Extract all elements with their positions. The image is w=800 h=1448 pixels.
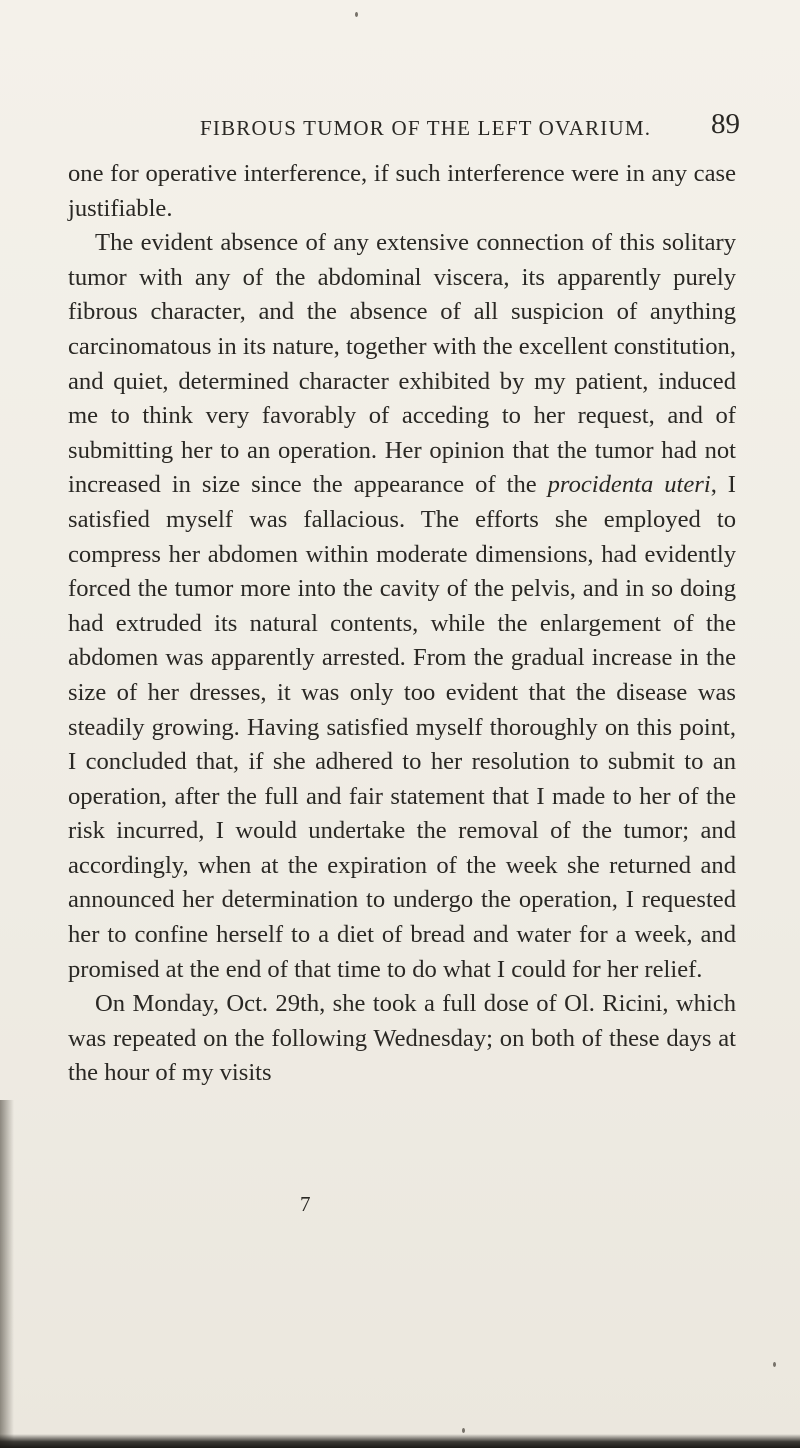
paper-speck xyxy=(462,1428,465,1433)
paragraph xyxy=(68,987,736,1091)
page-bottom-edge xyxy=(0,1434,800,1448)
binding-shadow xyxy=(0,1100,14,1448)
paragraph xyxy=(68,157,736,226)
paragraph-text: one for operative interference, if such interference were in any case justifiable. xyxy=(68,160,736,222)
italic-term: procidenta uteri xyxy=(547,471,711,499)
body-text xyxy=(68,157,736,1091)
paragraph xyxy=(68,226,736,987)
page-header xyxy=(60,108,740,148)
paper-speck xyxy=(773,1362,776,1367)
paper-speck xyxy=(355,12,358,17)
page-number: 89 xyxy=(711,108,740,140)
paragraph-text: , I satisfied myself was fallacious. The efforts she employed to compress her abdomen within moderate dimensions, had evidently forced the tumor more into the cavity of the pelvis, and in so doing had extruded its natural contents, while the enlargement of the abdomen was apparently arrested. From the gradual increase in the size of her dresses, it was only too evident that the disease was steadily growing. Having satisfied myself thoroughly on this point, I concluded that, if she adhered to her resolution to submit to an operation, after the full and fair statement that I made to her of the risk incurred, I would undertake the removal of the tumor; and accordingly, when at the expiration of the week she returned and announced her determination to undergo the operation, I requested her to confine herself to a diet of bread and water for a week, and promised at the end of that time to do what I could for her relief. xyxy=(68,471,736,983)
paragraph-text: On Monday, Oct. 29th, she took a full dose of Ol. Ricini, which was repeated on the following Wednesday; on both of these days at the hour of my visits xyxy=(68,990,736,1087)
paragraph-text: The evident absence of any extensive connection of this solitary tumor with any of the abdominal viscera, its apparently purely fibrous character, and the absence of all suspicion of anything carcinomatous in its nature, together with the excellent constitution, and quiet, determined character exhibited by my patient, induced me to think very favorably of acceding to her request, and of submitting her to an operation. Her opinion that the tumor had not increased in size since the appearance of the xyxy=(68,229,736,499)
signature-mark: 7 xyxy=(300,1192,311,1216)
running-head: FIBROUS TUMOR OF THE LEFT OVARIUM. xyxy=(200,116,652,140)
